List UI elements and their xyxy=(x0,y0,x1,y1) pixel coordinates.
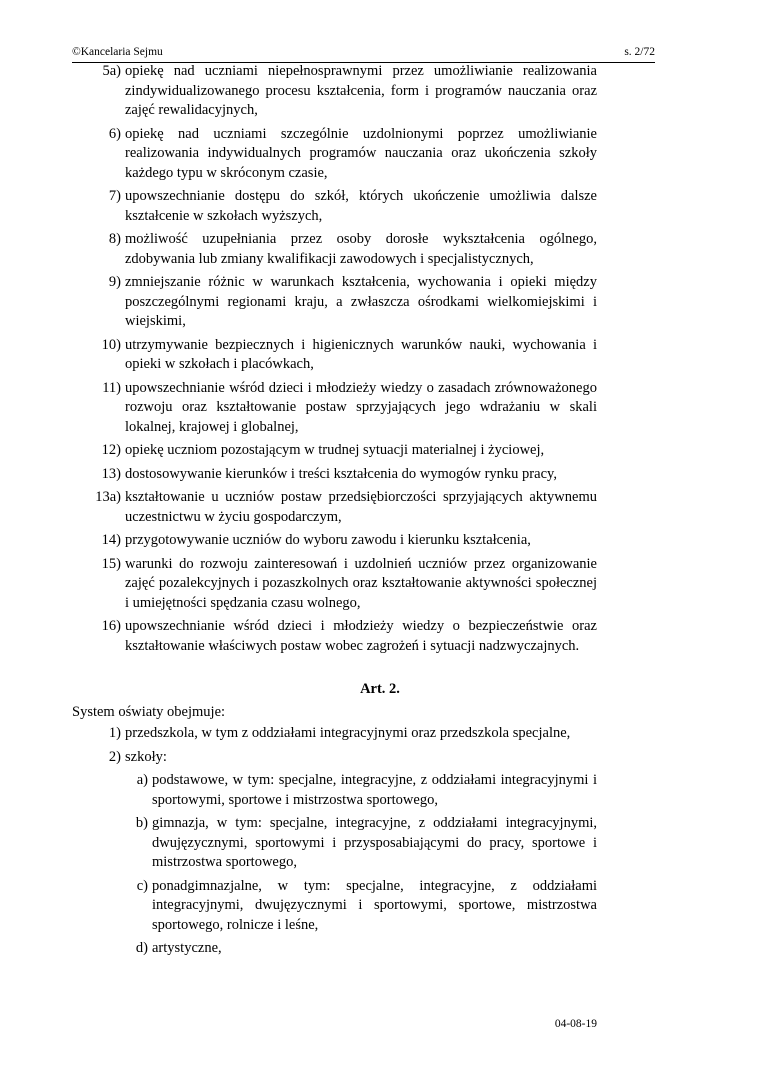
list-item xyxy=(108,230,597,269)
item-number: 1) xyxy=(108,725,121,741)
sub-item xyxy=(136,877,597,936)
list-item xyxy=(101,531,597,551)
item-number: 2) xyxy=(108,748,121,765)
sub-item xyxy=(136,771,597,810)
item-number: 12) xyxy=(101,442,121,458)
sub-item-letter: a) xyxy=(136,772,148,788)
item-number: 6) xyxy=(108,125,121,142)
page-header xyxy=(72,44,655,63)
item-number: 13) xyxy=(101,465,121,482)
sub-item-text: artystyczne, xyxy=(152,940,222,956)
item-text: upowszechnianie wśród dzieci i młodzieży wiedzy o bezpieczeństwie oraz kształtowanie właściwych postaw wobec zagrożeń i sytuacji nadzwyczajnych. xyxy=(125,618,597,654)
item-number: 8) xyxy=(108,231,121,247)
item-text: dostosowywanie kierunków i treści kształcenia do wymogów rynku pracy, xyxy=(125,465,557,482)
list-item xyxy=(101,555,597,614)
sub-item xyxy=(135,814,597,873)
sub-item-letter: c) xyxy=(136,877,148,894)
item-text: szkoły: xyxy=(125,748,167,765)
sub-item-text: ponadgimnazjalne, w tym: specjalne, integracyjne, z oddziałami integracyjnymi, dwujęzycznymi i sportowymi, sportowe, mistrzostwa sportowego, rolnicze i leśne, xyxy=(152,877,597,933)
item-text: utrzymywanie bezpiecznych i higienicznych warunków nauki, wychowania i opieki w szkołach i placówkach, xyxy=(125,336,597,372)
sub-item-text: gimnazja, w tym: specjalne, integracyjne, z oddziałami integracyjnymi, dwujęzycznymi, sportowymi i przysposabiającymi do pracy, sportowe i mistrzostwa sportowego, xyxy=(152,815,597,870)
art2-list xyxy=(0,724,760,959)
list-item xyxy=(108,273,597,332)
item-text: opiekę uczniom pozostającym w trudnej sytuacji materialnej i życiowej, xyxy=(125,442,545,458)
list-item xyxy=(108,724,597,744)
item-number: 15) xyxy=(101,555,121,572)
item-text: kształtowanie u uczniów postaw przedsiębiorczości sprzyjających aktywnemu uczestnictwu w życiu gospodarczym, xyxy=(125,489,597,525)
item-text: przygotowywanie uczniów do wyboru zawodu i kierunku kształcenia, xyxy=(125,532,531,548)
item-text: upowszechnianie dostępu do szkół, których ukończenie umożliwia dalsze kształcenie w szkołach wyższych, xyxy=(125,188,597,224)
item-number: 11) xyxy=(102,379,121,396)
item-number: 16) xyxy=(101,618,121,634)
list-item xyxy=(101,336,597,375)
article-title: Art. 2. xyxy=(360,681,400,697)
item-number: 9) xyxy=(108,274,121,290)
item-text: upowszechnianie wśród dzieci i młodzieży wiedzy o zasadach zrównoważonego rozwoju oraz kształtowanie postaw sprzyjających jego wdrażaniu w skali lokalnej, krajowej i globalnej, xyxy=(125,379,597,435)
header-copyright: ©Kancelaria Sejmu xyxy=(72,46,163,58)
item-number: 10) xyxy=(101,336,121,353)
list-item xyxy=(101,441,597,461)
list-item xyxy=(102,379,597,438)
item-text: warunki do rozwoju zainteresowań i uzdolnień uczniów przez organizowanie zajęć pozalekcyjnych i pozaszkolnych oraz kształtowanie aktywności społecznej i umiejętności spędzania czasu wolnego, xyxy=(125,555,597,611)
item-text: przedszkola, w tym z oddziałami integracyjnymi oraz przedszkola specjalne, xyxy=(125,725,571,741)
list-item xyxy=(108,187,597,226)
sub-item xyxy=(135,939,597,959)
list-item xyxy=(101,617,597,656)
list-item xyxy=(95,488,597,527)
item-number: 7) xyxy=(108,188,121,204)
sub-item-letter: b) xyxy=(135,815,148,831)
page-number: s. 2/72 xyxy=(624,46,655,58)
item-text: możliwość uzupełniania przez osoby dorosłe wykształcenia ogólnego, zdobywania lub zmiany kwalifikacji zawodowych i specjalistycznych, xyxy=(125,231,597,267)
footer-date: 04-08-19 xyxy=(554,1018,597,1030)
list-item xyxy=(102,62,597,121)
art1-list xyxy=(0,62,760,656)
sub-item-text: podstawowe, w tym: specjalne, integracyjne, z oddziałami integracyjnymi i sportowymi, sportowe i mistrzostwa sportowego, xyxy=(152,772,597,808)
sub-item-letter: d) xyxy=(135,940,148,956)
item-number: 13a) xyxy=(95,489,121,505)
item-text: zmniejszanie różnic w warunkach kształcenia, wychowania i opieki między poszczególnymi regionami kraju, a zwłaszcza ośrodkami wielkomiejskimi i wiejskimi, xyxy=(125,274,597,329)
list-item xyxy=(108,125,597,184)
list-item xyxy=(101,465,597,485)
item-text: opiekę nad uczniami niepełnosprawnymi przez umożliwianie realizowania zindywidualizowanego procesu kształcenia, form i programów nauczania oraz zajęć rewalidacyjnych, xyxy=(125,63,597,118)
item-number: 14) xyxy=(101,532,121,548)
article-intro: System oświaty obejmuje: xyxy=(72,704,226,720)
item-text: opiekę nad uczniami szczególnie uzdolnionymi poprzez umożliwianie realizowania indywidualnych programów nauczania oraz ukończenia szkoły każdego typu w skróconym czasie, xyxy=(125,125,597,181)
list-item xyxy=(108,748,597,768)
item-number: 5a) xyxy=(102,63,121,79)
